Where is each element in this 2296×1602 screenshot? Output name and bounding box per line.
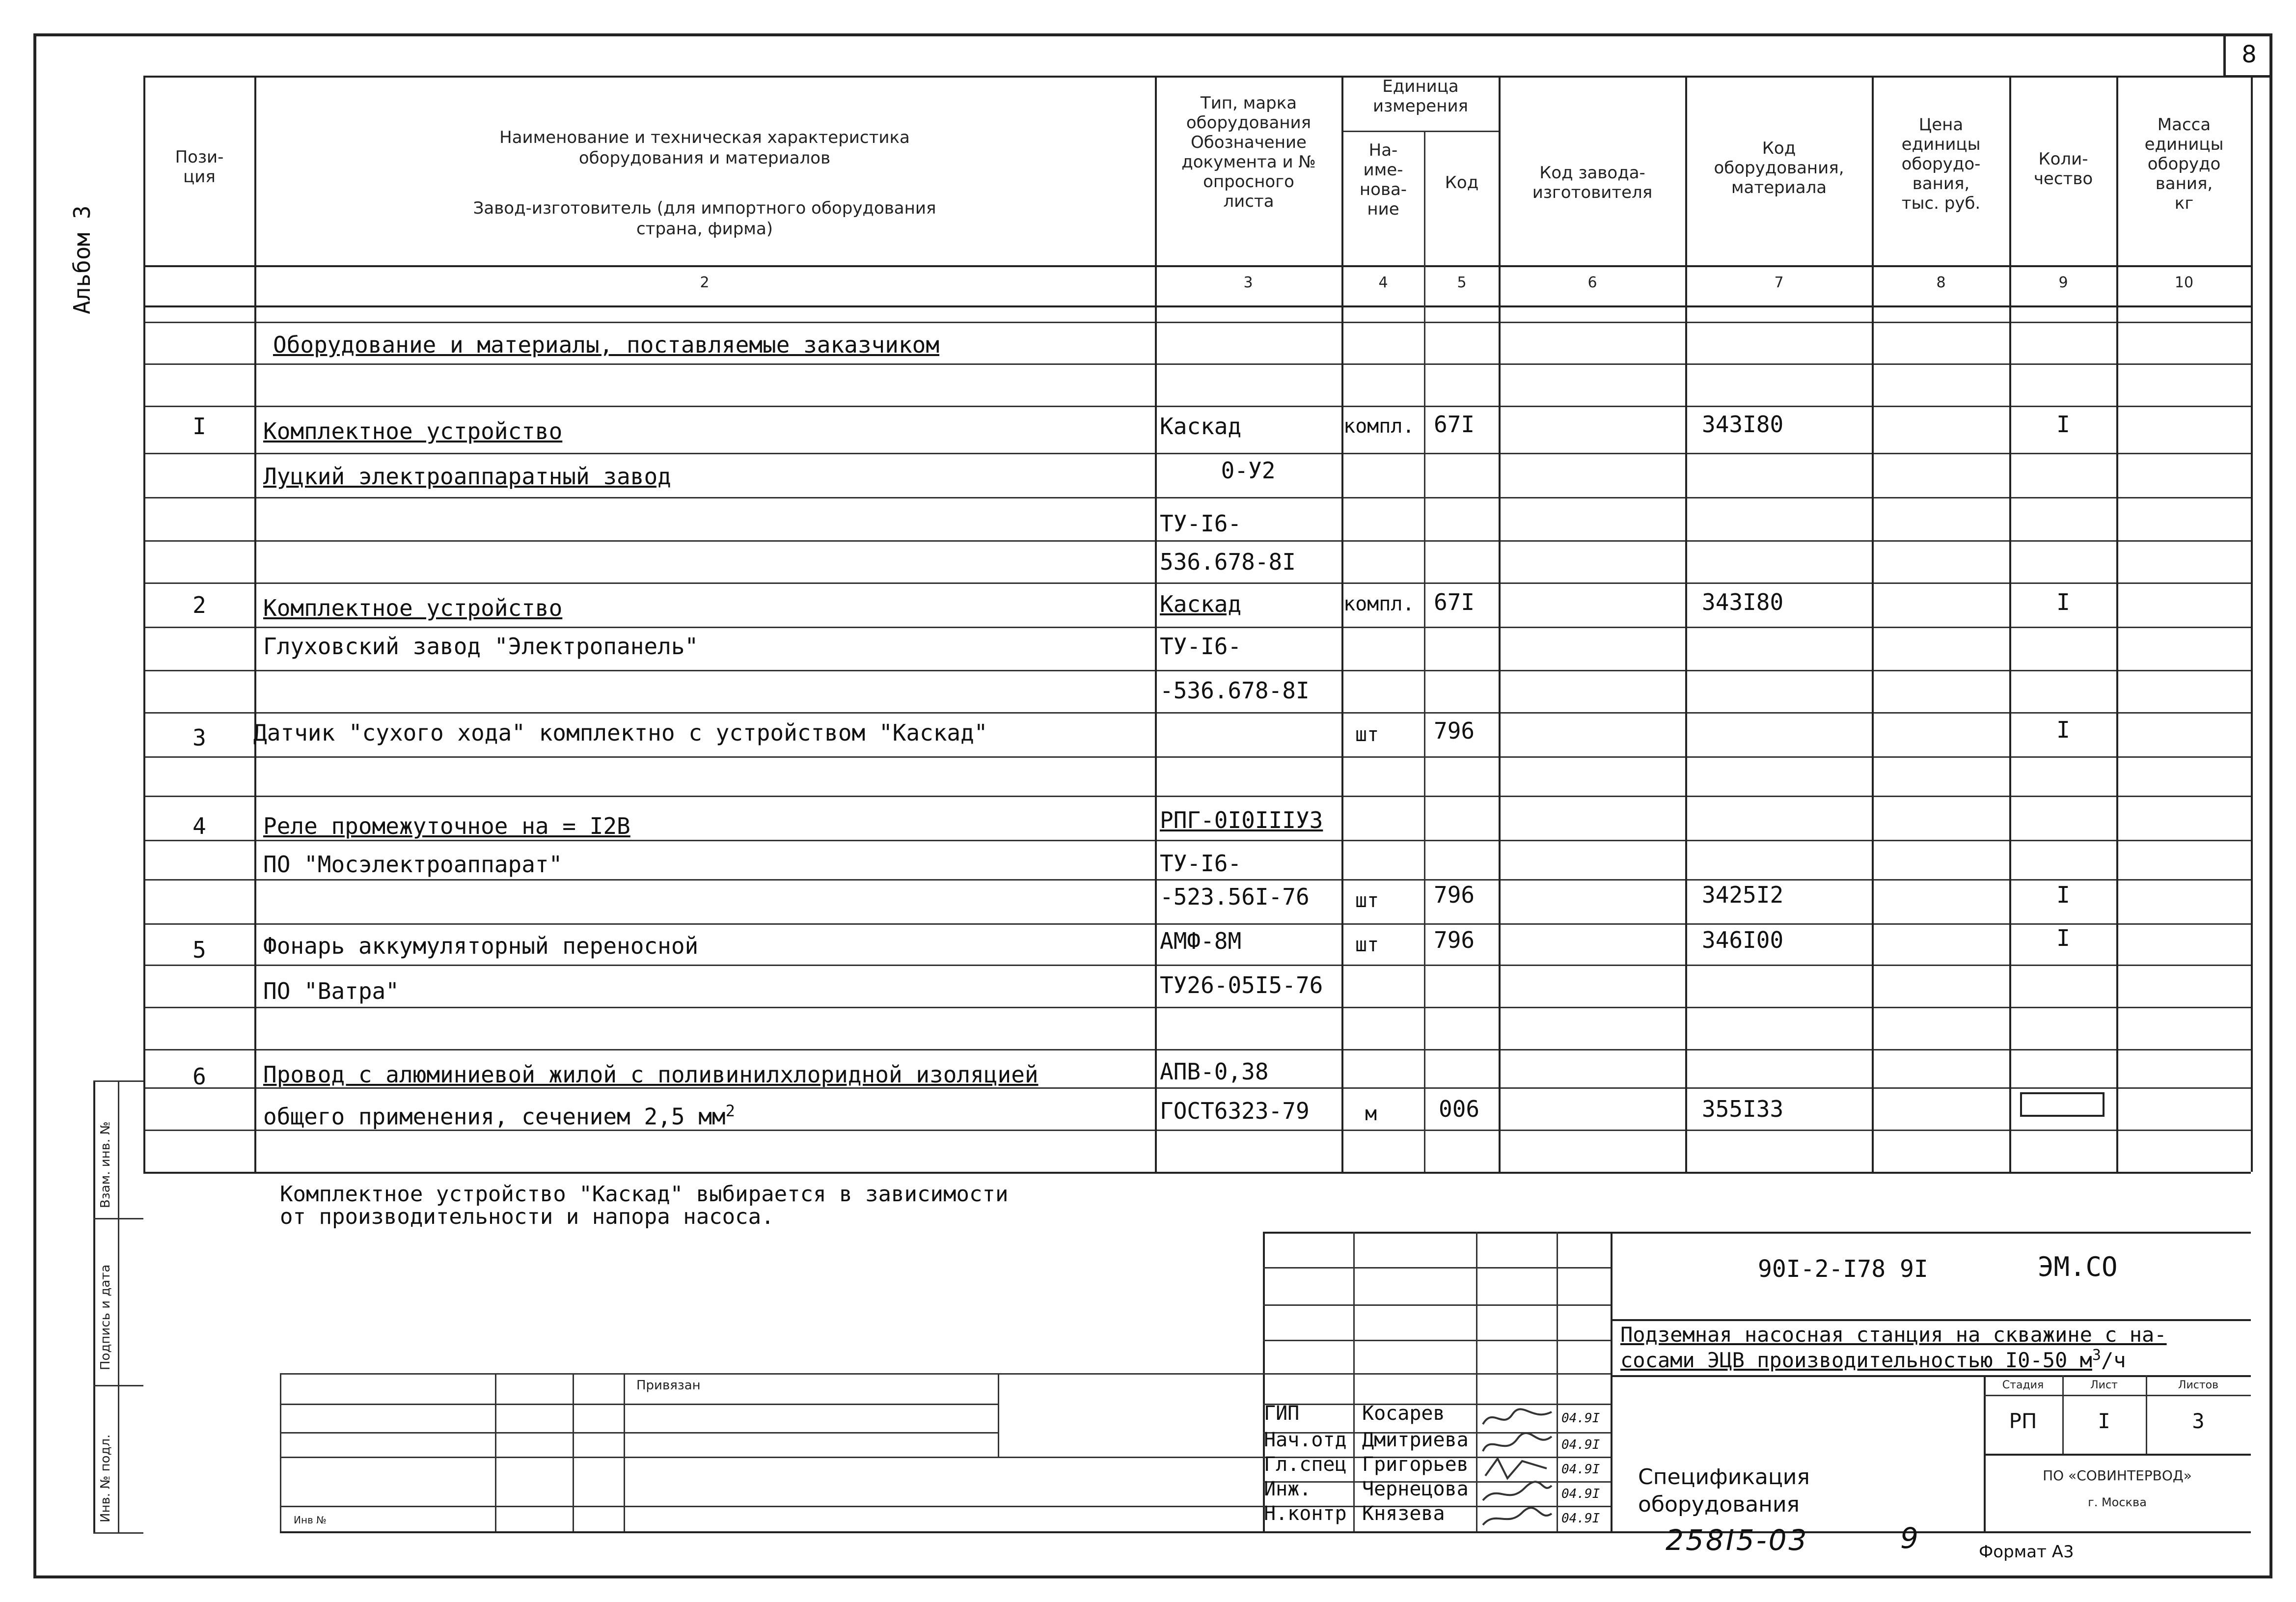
row-quantity: I bbox=[2056, 717, 2070, 743]
person-name: Косарев bbox=[1362, 1402, 1445, 1425]
row-quantity: I bbox=[2056, 925, 2070, 951]
row-position: 3 bbox=[192, 724, 206, 751]
header-name-line4: страна, фирма) bbox=[636, 219, 773, 239]
archive-number: 258I5-03 bbox=[1666, 1523, 1809, 1557]
row-unit: компл. bbox=[1343, 415, 1415, 438]
row-unit-code: 006 bbox=[1439, 1096, 1480, 1122]
row-name: Комплектное устройство bbox=[263, 595, 563, 621]
row-type: АПВ-0,38 bbox=[1160, 1058, 1269, 1085]
row-type: -536.678-8I bbox=[1160, 677, 1310, 704]
note-line: от производительности и напора насоса. bbox=[280, 1204, 774, 1229]
header-position: Пози- ция bbox=[175, 147, 224, 187]
sign-date: 04.9I bbox=[1561, 1411, 1600, 1426]
project-title-text: сосами ЭЦВ производительностью I0-50 м bbox=[1620, 1348, 2092, 1372]
superscript: 2 bbox=[725, 1102, 735, 1120]
row-type: ТУ-I6- bbox=[1160, 510, 1242, 537]
header-unit-code: Код bbox=[1445, 173, 1479, 193]
project-title-line2 bbox=[1620, 1344, 2126, 1372]
col-number: 6 bbox=[1587, 274, 1597, 291]
superscript: 3 bbox=[2092, 1347, 2101, 1364]
stage-value: РП bbox=[2009, 1409, 2037, 1433]
row-name-text: общего применения, сечением 2,5 мм bbox=[263, 1103, 726, 1130]
row-name: Фонарь аккумуляторный переносной bbox=[263, 933, 699, 959]
row-type: Каскад bbox=[1160, 413, 1242, 440]
row-name: Провод с алюминиевой жилой с поливинилхлоридной изоляцией bbox=[263, 1061, 1039, 1088]
row-unit: компл. bbox=[1343, 593, 1415, 615]
row-position: 2 bbox=[192, 592, 206, 618]
row-quantity: I bbox=[2056, 411, 2070, 438]
row-quantity: I bbox=[2056, 882, 2070, 908]
col-number: 7 bbox=[1774, 274, 1784, 291]
row-type: 0-У2 bbox=[1221, 457, 1276, 484]
sheets-label: Листов bbox=[2178, 1379, 2219, 1391]
sheet-number: 8 bbox=[2223, 33, 2272, 78]
row-name: Реле промежуточное на = I2В bbox=[263, 813, 630, 839]
row-unit-code: 796 bbox=[1434, 882, 1475, 908]
header-unit-name: На- име- нова- ние bbox=[1359, 140, 1407, 219]
row-unit-code: 796 bbox=[1434, 927, 1475, 953]
page-number: 9 bbox=[1900, 1521, 1918, 1555]
row-unit: шт bbox=[1355, 723, 1379, 746]
row-name bbox=[263, 1098, 735, 1129]
row-equipment-code: 343I80 bbox=[1702, 589, 1784, 615]
col-number: 4 bbox=[1378, 274, 1388, 291]
row-unit: м bbox=[1365, 1103, 1377, 1125]
row-type: ТУ-I6- bbox=[1160, 633, 1242, 660]
spec-title-line2: оборудования bbox=[1638, 1492, 1800, 1517]
sign-date: 04.9I bbox=[1561, 1437, 1600, 1452]
section-title: Оборудование и материалы, поставляемые заказчиком bbox=[273, 331, 940, 358]
row-name: Луцкий электроаппаратный завод bbox=[263, 463, 671, 490]
col-number: 5 bbox=[1457, 274, 1467, 291]
strip-label: Подпись и дата bbox=[98, 1264, 113, 1370]
row-name: ПО "Ватра" bbox=[263, 978, 399, 1004]
inv-label: Инв № bbox=[294, 1514, 327, 1526]
row-unit: шт bbox=[1355, 889, 1379, 912]
person-name: Князева bbox=[1362, 1502, 1445, 1525]
role-label: Гл.спец bbox=[1264, 1453, 1347, 1476]
role-label: Инж. bbox=[1264, 1478, 1312, 1500]
row-name: ПО "Мосэлектроаппарат" bbox=[263, 851, 563, 878]
row-name: Глуховский завод "Электропанель" bbox=[263, 633, 699, 660]
row-position: I bbox=[192, 413, 206, 440]
signature-mark bbox=[1483, 1409, 1552, 1424]
header-name-line1: Наименование и техническая характеристика bbox=[499, 128, 910, 147]
row-type: Каскад bbox=[1160, 591, 1242, 617]
header-factory-code: Код завода- изготовителя bbox=[1532, 163, 1653, 202]
document-code: 90I-2-I78 9I bbox=[1758, 1255, 1928, 1283]
strip-label: Инв. № подл. bbox=[98, 1434, 113, 1522]
person-name: Дмитриева bbox=[1362, 1429, 1469, 1451]
row-equipment-code: 355I33 bbox=[1702, 1096, 1784, 1122]
quantity-empty-box bbox=[2020, 1092, 2105, 1117]
row-quantity: I bbox=[2056, 589, 2070, 615]
document-mark: ЭМ.СО bbox=[2038, 1251, 2118, 1282]
header-quantity: Коли- чество bbox=[2033, 149, 2093, 189]
row-equipment-code: 343I80 bbox=[1702, 411, 1784, 438]
signature-mark bbox=[1483, 1482, 1552, 1500]
sign-date: 04.9I bbox=[1561, 1511, 1600, 1526]
person-name: Чернецова bbox=[1362, 1478, 1469, 1500]
signature-mark bbox=[1485, 1459, 1547, 1478]
organization-name: ПО «СОВИНТЕРВОД» bbox=[2043, 1467, 2192, 1484]
row-unit-code: 67I bbox=[1434, 589, 1475, 615]
role-label: Н.контр bbox=[1264, 1502, 1347, 1525]
col-number: 3 bbox=[1243, 274, 1253, 291]
spec-title-line1: Спецификация bbox=[1638, 1464, 1810, 1490]
role-label: ГИП bbox=[1264, 1402, 1300, 1425]
header-unit-group: Единица измерения bbox=[1372, 77, 1469, 116]
row-unit-code: 67I bbox=[1434, 411, 1475, 438]
stage-label: Стадия bbox=[2002, 1379, 2044, 1391]
sign-date: 04.9I bbox=[1561, 1487, 1600, 1501]
privyazan-label: Привязан bbox=[636, 1378, 701, 1393]
row-type: ТУ26-05I5-76 bbox=[1160, 972, 1323, 998]
row-name: Комплектное устройство bbox=[263, 418, 563, 444]
paper-format: Формат А3 bbox=[1979, 1542, 2074, 1562]
row-position: 4 bbox=[192, 813, 206, 839]
header-equipment-code: Код оборудования, материала bbox=[1714, 138, 1844, 197]
sheets-value: 3 bbox=[2192, 1409, 2205, 1433]
row-position: 6 bbox=[192, 1063, 206, 1090]
row-type: 536.678-8I bbox=[1160, 549, 1296, 575]
note-line: Комплектное устройство "Каскад" выбирается в зависимости bbox=[280, 1182, 1009, 1207]
project-unit: /ч bbox=[2101, 1348, 2126, 1372]
row-name: Датчик "сухого хода" комплектно с устройством "Каскад" bbox=[253, 719, 988, 746]
row-equipment-code: 346I00 bbox=[1702, 927, 1784, 953]
row-type: ГОСТ6323-79 bbox=[1160, 1098, 1310, 1124]
signatures bbox=[1478, 1405, 1557, 1531]
strip-label: Взам. инв. № bbox=[98, 1121, 113, 1208]
col-number: 9 bbox=[2058, 274, 2068, 291]
col-number: 8 bbox=[1936, 274, 1946, 291]
header-mass: Масса единицы оборудо вания, кг bbox=[2144, 115, 2224, 213]
row-type: ТУ-I6- bbox=[1160, 850, 1242, 877]
col-number: 10 bbox=[2174, 274, 2194, 291]
sheet-value: I bbox=[2098, 1409, 2110, 1433]
row-equipment-code: 3425I2 bbox=[1702, 882, 1784, 908]
sheet-label: Лист bbox=[2090, 1379, 2118, 1391]
signature-mark bbox=[1483, 1433, 1552, 1451]
header-type: Тип, марка оборудования Обозначение документа и № опросного листа bbox=[1181, 93, 1316, 211]
signature-mark bbox=[1483, 1508, 1552, 1525]
album-label: Альбом 3 bbox=[69, 205, 95, 314]
header-price: Цена единицы оборудо- вания, тыс. руб. bbox=[1901, 115, 1981, 213]
role-label: Нач.отд bbox=[1264, 1429, 1347, 1451]
person-name: Григорьев bbox=[1362, 1453, 1469, 1476]
row-type: РПГ-0I0IIIУ3 bbox=[1160, 807, 1323, 833]
row-unit: шт bbox=[1355, 934, 1379, 956]
col-number: 2 bbox=[700, 274, 710, 291]
row-type: -523.56I-76 bbox=[1160, 884, 1310, 910]
header-name-line2: оборудования и материалов bbox=[578, 148, 831, 168]
row-position: 5 bbox=[192, 937, 206, 963]
row-unit-code: 796 bbox=[1434, 718, 1475, 744]
header-name-line3: Завод-изготовитель (для импортного оборудования bbox=[473, 198, 936, 218]
sign-date: 04.9I bbox=[1561, 1462, 1600, 1477]
organization-city: г. Москва bbox=[2088, 1495, 2147, 1509]
row-type: АМФ-8М bbox=[1160, 928, 1242, 954]
project-title-line1: Подземная насосная станция на скважине с на- bbox=[1620, 1323, 2167, 1347]
